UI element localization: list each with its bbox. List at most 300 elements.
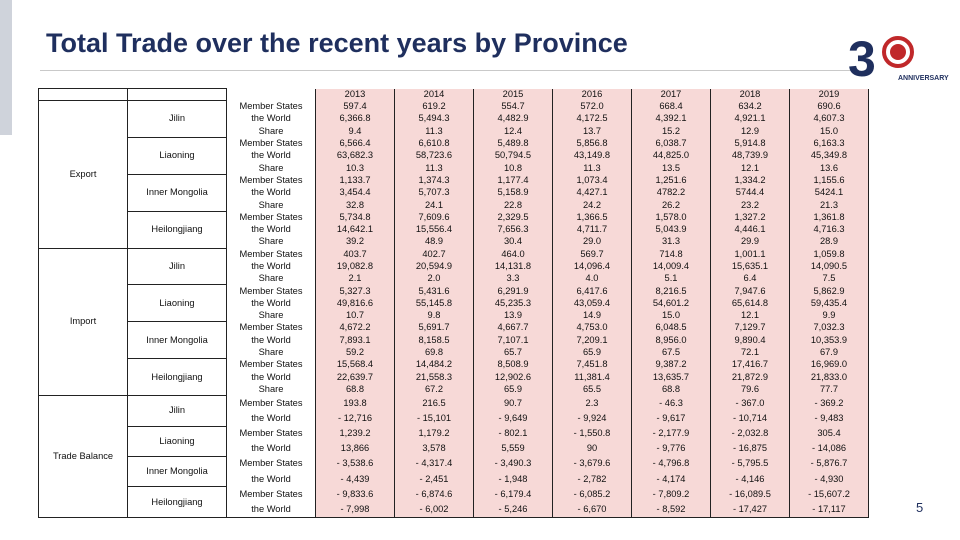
table-cell: 17,416.7 <box>711 359 790 371</box>
table-cell: 7,032.3 <box>790 322 869 334</box>
table-cell: 90 <box>553 441 632 456</box>
table-cell: - 5,795.5 <box>711 456 790 471</box>
table-cell: 7,107.1 <box>474 334 553 346</box>
table-cell: 39.2 <box>316 236 395 248</box>
table-cell: 43,059.4 <box>553 297 632 309</box>
table-cell: 21,558.3 <box>395 371 474 383</box>
table-cell: 5,158.9 <box>474 187 553 199</box>
table-cell: - 9,483 <box>790 411 869 426</box>
table-cell: 7,451.8 <box>553 359 632 371</box>
metric-label: Member States <box>227 322 316 334</box>
table-cell: 1,059.8 <box>790 248 869 260</box>
table-cell: 65.9 <box>474 383 553 395</box>
year-header: 2016 <box>553 89 632 101</box>
metric-label: Member States <box>227 174 316 186</box>
table-cell: 7,656.3 <box>474 223 553 235</box>
province-label: Inner Mongolia <box>128 456 227 486</box>
table-row <box>39 359 869 371</box>
table-cell: 68.8 <box>632 383 711 395</box>
metric-label: the World <box>227 260 316 272</box>
table-cell: 1,155.6 <box>790 174 869 186</box>
table-cell: 1,374.3 <box>395 174 474 186</box>
metric-label: the World <box>227 334 316 346</box>
table-cell: 13.9 <box>474 310 553 322</box>
province-label: Jilin <box>128 101 227 138</box>
table-cell: 11.3 <box>553 162 632 174</box>
table-cell: 5,431.6 <box>395 285 474 297</box>
metric-label: Share <box>227 273 316 285</box>
table-cell: 12.1 <box>711 162 790 174</box>
table-cell: 668.4 <box>632 101 711 113</box>
year-header: 2017 <box>632 89 711 101</box>
metric-label: the World <box>227 411 316 426</box>
table-cell: 2.3 <box>553 396 632 411</box>
table-cell: - 802.1 <box>474 426 553 441</box>
table-cell: 554.7 <box>474 101 553 113</box>
table-cell: 50,794.5 <box>474 150 553 162</box>
table-cell: 5,707.3 <box>395 187 474 199</box>
table-cell: - 367.0 <box>711 396 790 411</box>
table-cell: 9.8 <box>395 310 474 322</box>
table-cell: 14.9 <box>553 310 632 322</box>
table-cell: 4.0 <box>553 273 632 285</box>
table-row <box>39 456 869 471</box>
table-cell: 65.7 <box>474 346 553 358</box>
table-cell: - 6,002 <box>395 502 474 518</box>
table-cell: 43,149.8 <box>553 150 632 162</box>
header-blank <box>128 89 227 101</box>
table-cell: 28.9 <box>790 236 869 248</box>
table-cell: 7.5 <box>790 273 869 285</box>
table-cell: - 17,117 <box>790 502 869 518</box>
table-cell: 24.1 <box>395 199 474 211</box>
table-cell: 10,353.9 <box>790 334 869 346</box>
table-cell: 12.1 <box>711 310 790 322</box>
table-cell: 4,753.0 <box>553 322 632 334</box>
table-cell: 7,129.7 <box>711 322 790 334</box>
metric-label: the World <box>227 441 316 456</box>
metric-label: Share <box>227 310 316 322</box>
table-cell: - 4,439 <box>316 472 395 487</box>
table-cell: 8,158.5 <box>395 334 474 346</box>
table-cell: 464.0 <box>474 248 553 260</box>
province-label: Heilongjiang <box>128 359 227 396</box>
table-cell: - 9,833.6 <box>316 487 395 502</box>
table-cell: 15,568.4 <box>316 359 395 371</box>
table-cell: 26.2 <box>632 199 711 211</box>
metric-label: Member States <box>227 487 316 502</box>
metric-label: the World <box>227 472 316 487</box>
table-cell: 4,482.9 <box>474 113 553 125</box>
table-cell: 12.9 <box>711 125 790 137</box>
province-label: Jilin <box>128 248 227 285</box>
trade-table <box>38 88 869 518</box>
header-blank <box>227 89 316 101</box>
table-cell: 68.8 <box>316 383 395 395</box>
table-cell: 4,392.1 <box>632 113 711 125</box>
table-cell: 77.7 <box>790 383 869 395</box>
table-cell: 12,902.6 <box>474 371 553 383</box>
table-cell: - 10,714 <box>711 411 790 426</box>
table-cell: - 2,177.9 <box>632 426 711 441</box>
title-divider <box>40 70 855 71</box>
table-cell: 11.3 <box>395 125 474 137</box>
table-cell: 305.4 <box>790 426 869 441</box>
table-cell: - 6,179.4 <box>474 487 553 502</box>
table-cell: 1,177.4 <box>474 174 553 186</box>
table-cell: 20,594.9 <box>395 260 474 272</box>
year-header: 2015 <box>474 89 553 101</box>
table-cell: 6,566.4 <box>316 137 395 149</box>
anniversary-logo <box>848 26 949 87</box>
table-cell: 10.7 <box>316 310 395 322</box>
table-cell: 31.3 <box>632 236 711 248</box>
svg-text:3: 3 <box>848 31 876 87</box>
table-cell: - 6,874.6 <box>395 487 474 502</box>
table-cell: 15,556.4 <box>395 223 474 235</box>
table-cell: - 6,085.2 <box>553 487 632 502</box>
table-cell: - 8,592 <box>632 502 711 518</box>
header-blank <box>39 89 128 101</box>
table-cell: - 7,998 <box>316 502 395 518</box>
table-cell: 4782.2 <box>632 187 711 199</box>
table-cell: 67.5 <box>632 346 711 358</box>
table-cell: 69.8 <box>395 346 474 358</box>
table-cell: - 16,875 <box>711 441 790 456</box>
table-cell: 402.7 <box>395 248 474 260</box>
table-cell: 11.3 <box>395 162 474 174</box>
table-cell: - 5,246 <box>474 502 553 518</box>
table-row <box>39 248 869 260</box>
table-cell: 5,489.8 <box>474 137 553 149</box>
table-cell: - 4,930 <box>790 472 869 487</box>
metric-label: Member States <box>227 396 316 411</box>
page-number: 5 <box>916 500 924 515</box>
table-cell: 1,334.2 <box>711 174 790 186</box>
table-cell: 1,239.2 <box>316 426 395 441</box>
metric-label: Member States <box>227 285 316 297</box>
table-cell: 13,635.7 <box>632 371 711 383</box>
year-header: 2019 <box>790 89 869 101</box>
table-cell: - 9,617 <box>632 411 711 426</box>
table-cell: 13.5 <box>632 162 711 174</box>
section-label: Export <box>39 101 128 249</box>
table-cell: 4,427.1 <box>553 187 632 199</box>
table-cell: 24.2 <box>553 199 632 211</box>
table-cell: 10.8 <box>474 162 553 174</box>
table-cell: 14,009.4 <box>632 260 711 272</box>
table-cell: 7,893.1 <box>316 334 395 346</box>
table-cell: 67.2 <box>395 383 474 395</box>
table-cell: - 9,649 <box>474 411 553 426</box>
table-cell: - 14,086 <box>790 441 869 456</box>
table-cell: - 46.3 <box>632 396 711 411</box>
table-cell: 5,914.8 <box>711 137 790 149</box>
table-cell: 5,043.9 <box>632 223 711 235</box>
table-cell: 5,734.8 <box>316 211 395 223</box>
table-cell: 8,216.5 <box>632 285 711 297</box>
table-cell: - 15,101 <box>395 411 474 426</box>
table-cell: - 3,679.6 <box>553 456 632 471</box>
header-row <box>39 89 869 101</box>
table-cell: 193.8 <box>316 396 395 411</box>
table-cell: 597.4 <box>316 101 395 113</box>
table-cell: 1,366.5 <box>553 211 632 223</box>
table-cell: 6,366.8 <box>316 113 395 125</box>
table-cell: - 369.2 <box>790 396 869 411</box>
table-cell: 22.8 <box>474 199 553 211</box>
table-cell: 6.4 <box>711 273 790 285</box>
metric-label: Member States <box>227 426 316 441</box>
table-cell: 2,329.5 <box>474 211 553 223</box>
table-cell: - 4,146 <box>711 472 790 487</box>
table-cell: 9,890.4 <box>711 334 790 346</box>
metric-label: Share <box>227 346 316 358</box>
table-cell: - 6,670 <box>553 502 632 518</box>
table-cell: 90.7 <box>474 396 553 411</box>
table-cell: 9.4 <box>316 125 395 137</box>
logo-text: ANNIVERSARY <box>898 75 949 82</box>
table-cell: 13.7 <box>553 125 632 137</box>
table-cell: - 9,776 <box>632 441 711 456</box>
table-cell: 15.0 <box>632 310 711 322</box>
table-cell: 5744.4 <box>711 187 790 199</box>
table-cell: 2.1 <box>316 273 395 285</box>
table-cell: 1,133.7 <box>316 174 395 186</box>
table-cell: 5,559 <box>474 441 553 456</box>
table-cell: 19,082.8 <box>316 260 395 272</box>
table-cell: 714.8 <box>632 248 711 260</box>
section-label: Trade Balance <box>39 396 128 518</box>
table-cell: 3,578 <box>395 441 474 456</box>
metric-label: Member States <box>227 101 316 113</box>
table-row <box>39 322 869 334</box>
table-cell: 2.0 <box>395 273 474 285</box>
metric-label: Member States <box>227 359 316 371</box>
metric-label: Share <box>227 125 316 137</box>
table-row <box>39 101 869 113</box>
table-row <box>39 174 869 186</box>
table-cell: - 1,948 <box>474 472 553 487</box>
metric-label: the World <box>227 371 316 383</box>
left-accent-bar <box>0 0 12 135</box>
metric-label: Member States <box>227 248 316 260</box>
table-cell: - 2,782 <box>553 472 632 487</box>
table-cell: 21.3 <box>790 199 869 211</box>
province-label: Heilongjiang <box>128 211 227 248</box>
table-cell: 4,446.1 <box>711 223 790 235</box>
table-cell: 8,956.0 <box>632 334 711 346</box>
table-cell: - 15,607.2 <box>790 487 869 502</box>
table-cell: 4,711.7 <box>553 223 632 235</box>
metric-label: the World <box>227 223 316 235</box>
table-cell: 14,642.1 <box>316 223 395 235</box>
table-cell: 9.9 <box>790 310 869 322</box>
table-cell: - 16,089.5 <box>711 487 790 502</box>
province-label: Heilongjiang <box>128 487 227 518</box>
table-cell: 11,381.4 <box>553 371 632 383</box>
table-cell: 32.8 <box>316 199 395 211</box>
table-cell: 9,387.2 <box>632 359 711 371</box>
table-cell: 1,001.1 <box>711 248 790 260</box>
table-cell: 48.9 <box>395 236 474 248</box>
province-label: Inner Mongolia <box>128 322 227 359</box>
province-label: Liaoning <box>128 426 227 456</box>
metric-label: Share <box>227 162 316 174</box>
table-cell: 216.5 <box>395 396 474 411</box>
table-cell: 1,327.2 <box>711 211 790 223</box>
table-row <box>39 137 869 149</box>
table-cell: - 9,924 <box>553 411 632 426</box>
table-cell: 1,251.6 <box>632 174 711 186</box>
province-label: Inner Mongolia <box>128 174 227 211</box>
section-label: Import <box>39 248 128 396</box>
table-cell: 14,131.8 <box>474 260 553 272</box>
table-row <box>39 285 869 297</box>
table-cell: 72.1 <box>711 346 790 358</box>
table-cell: 22,639.7 <box>316 371 395 383</box>
table-cell: 569.7 <box>553 248 632 260</box>
table-cell: 21,833.0 <box>790 371 869 383</box>
table-cell: 15.2 <box>632 125 711 137</box>
table-cell: 634.2 <box>711 101 790 113</box>
table-cell: - 12,716 <box>316 411 395 426</box>
table-cell: 23.2 <box>711 199 790 211</box>
table-cell: 59.2 <box>316 346 395 358</box>
metric-label: Share <box>227 236 316 248</box>
table-cell: 4,716.3 <box>790 223 869 235</box>
table-cell: 5424.1 <box>790 187 869 199</box>
metric-label: the World <box>227 113 316 125</box>
table-cell: 5,856.8 <box>553 137 632 149</box>
table-cell: - 4,174 <box>632 472 711 487</box>
table-cell: 54,601.2 <box>632 297 711 309</box>
metric-label: Share <box>227 383 316 395</box>
table-cell: 690.6 <box>790 101 869 113</box>
metric-label: the World <box>227 502 316 518</box>
table-cell: - 7,809.2 <box>632 487 711 502</box>
table-cell: 403.7 <box>316 248 395 260</box>
table-cell: 5.1 <box>632 273 711 285</box>
year-header: 2018 <box>711 89 790 101</box>
table-cell: 14,484.2 <box>395 359 474 371</box>
metric-label: Member States <box>227 137 316 149</box>
table-cell: 65,614.8 <box>711 297 790 309</box>
table-cell: 45,235.3 <box>474 297 553 309</box>
year-header: 2013 <box>316 89 395 101</box>
table-cell: 29.9 <box>711 236 790 248</box>
table-cell: 13.6 <box>790 162 869 174</box>
table-cell: 5,691.7 <box>395 322 474 334</box>
page-title: Total Trade over the recent years by Province <box>46 28 628 58</box>
table-cell: 14,090.5 <box>790 260 869 272</box>
table-cell: 49,816.6 <box>316 297 395 309</box>
table-cell: - 2,451 <box>395 472 474 487</box>
table-cell: 6,417.6 <box>553 285 632 297</box>
table-cell: 7,947.6 <box>711 285 790 297</box>
table-cell: 59,435.4 <box>790 297 869 309</box>
province-label: Jilin <box>128 396 227 426</box>
table-cell: 79.6 <box>711 383 790 395</box>
table-cell: 4,921.1 <box>711 113 790 125</box>
table-cell: 3.3 <box>474 273 553 285</box>
table-cell: 4,672.2 <box>316 322 395 334</box>
table-cell: 13,866 <box>316 441 395 456</box>
table-cell: 44,825.0 <box>632 150 711 162</box>
table-cell: 619.2 <box>395 101 474 113</box>
table-row <box>39 211 869 223</box>
table-cell: 30.4 <box>474 236 553 248</box>
table-cell: 7,609.6 <box>395 211 474 223</box>
table-cell: 5,494.3 <box>395 113 474 125</box>
table-cell: 65.5 <box>553 383 632 395</box>
table-cell: 63,682.3 <box>316 150 395 162</box>
year-header: 2014 <box>395 89 474 101</box>
table-cell: 55,145.8 <box>395 297 474 309</box>
table-cell: 4,607.3 <box>790 113 869 125</box>
table-cell: 1,361.8 <box>790 211 869 223</box>
metric-label: Member States <box>227 211 316 223</box>
table-cell: - 5,876.7 <box>790 456 869 471</box>
table-cell: 5,327.3 <box>316 285 395 297</box>
table-row <box>39 487 869 502</box>
table-cell: 16,969.0 <box>790 359 869 371</box>
province-label: Liaoning <box>128 285 227 322</box>
table-cell: 58,723.6 <box>395 150 474 162</box>
table-cell: 45,349.8 <box>790 150 869 162</box>
metric-label: Member States <box>227 456 316 471</box>
table-cell: 6,291.9 <box>474 285 553 297</box>
table-cell: - 3,490.3 <box>474 456 553 471</box>
table-cell: - 4,796.8 <box>632 456 711 471</box>
table-cell: 65.9 <box>553 346 632 358</box>
metric-label: Share <box>227 199 316 211</box>
table-cell: - 1,550.8 <box>553 426 632 441</box>
metric-label: the World <box>227 297 316 309</box>
table-cell: - 4,317.4 <box>395 456 474 471</box>
table-cell: 21,872.9 <box>711 371 790 383</box>
table-cell: 6,163.3 <box>790 137 869 149</box>
table-cell: - 17,427 <box>711 502 790 518</box>
metric-label: the World <box>227 150 316 162</box>
table-cell: 4,172.5 <box>553 113 632 125</box>
table-cell: 1,073.4 <box>553 174 632 186</box>
table-cell: 4,667.7 <box>474 322 553 334</box>
table-cell: 15.0 <box>790 125 869 137</box>
table-cell: 12.4 <box>474 125 553 137</box>
table-cell: 29.0 <box>553 236 632 248</box>
table-cell: 572.0 <box>553 101 632 113</box>
table-cell: 1,179.2 <box>395 426 474 441</box>
table-row <box>39 396 869 411</box>
table-cell: 67.9 <box>790 346 869 358</box>
table-cell: 3,454.4 <box>316 187 395 199</box>
table-row <box>39 426 869 441</box>
metric-label: the World <box>227 187 316 199</box>
table-cell: 5,862.9 <box>790 285 869 297</box>
table-cell: 6,048.5 <box>632 322 711 334</box>
table-cell: - 3,538.6 <box>316 456 395 471</box>
table-cell: 48,739.9 <box>711 150 790 162</box>
table-cell: 10.3 <box>316 162 395 174</box>
table-cell: - 2,032.8 <box>711 426 790 441</box>
table-cell: 7,209.1 <box>553 334 632 346</box>
table-cell: 6,610.8 <box>395 137 474 149</box>
table-cell: 6,038.7 <box>632 137 711 149</box>
province-label: Liaoning <box>128 137 227 174</box>
table-cell: 1,578.0 <box>632 211 711 223</box>
table-cell: 15,635.1 <box>711 260 790 272</box>
